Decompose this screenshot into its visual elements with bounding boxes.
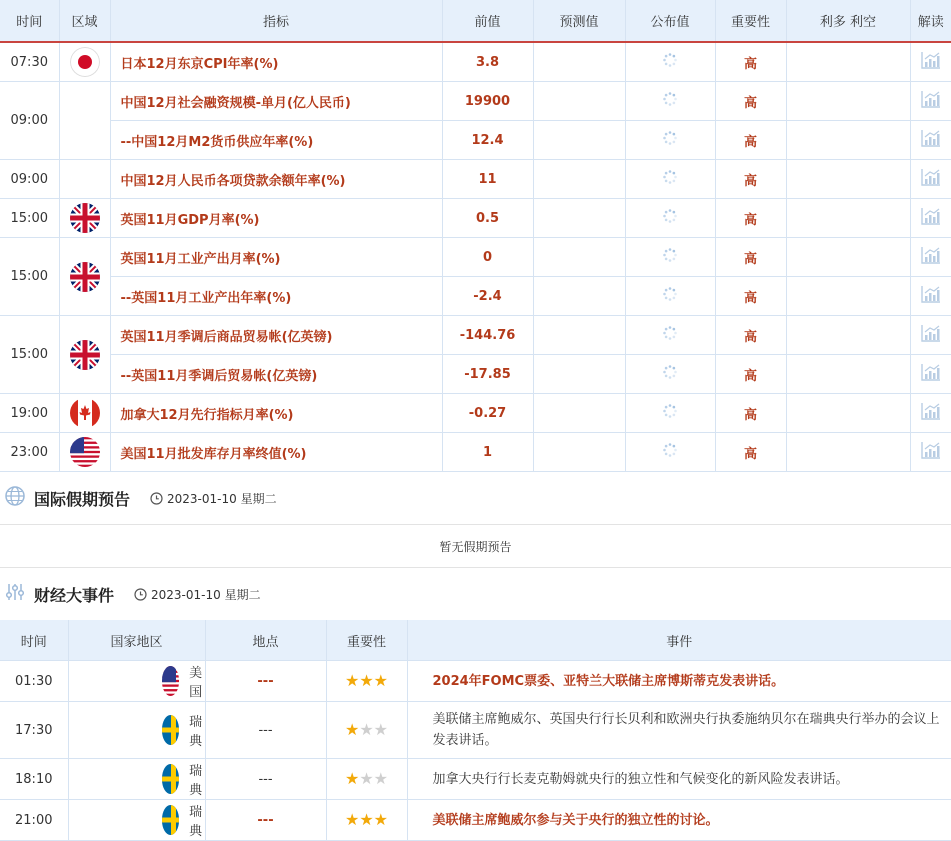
importance-value: 高 xyxy=(715,238,786,277)
previous-value: -2.4 xyxy=(442,277,533,316)
region-cell xyxy=(59,394,110,433)
table-row xyxy=(0,702,951,759)
events-table xyxy=(0,620,951,841)
indicator-link[interactable]: 日本12月东京CPI年率(%) xyxy=(110,42,442,82)
clock-icon xyxy=(134,588,147,601)
star-icon: ★ xyxy=(359,670,374,690)
analysis-cell xyxy=(910,82,951,121)
events-title: 财经大事件 xyxy=(34,585,115,605)
star-icon: ★ xyxy=(373,719,389,739)
star-icon: ★ xyxy=(373,670,389,690)
time-cell: 09:00 xyxy=(0,82,59,160)
col-region: 区域 xyxy=(59,0,110,42)
importance-value: 高 xyxy=(715,277,786,316)
country-name: 瑞典 xyxy=(189,764,203,798)
previous-value: 0.5 xyxy=(442,199,533,238)
chart-icon[interactable] xyxy=(921,207,941,229)
region-cell xyxy=(59,316,110,394)
importance-value: 高 xyxy=(715,42,786,82)
indicator-link[interactable]: --英国11月季调后贸易帐(亿英镑) xyxy=(110,355,442,394)
actual-value xyxy=(625,238,715,277)
importance-value: 高 xyxy=(715,433,786,472)
star-icon: ★ xyxy=(344,768,360,788)
country-name: 瑞典 xyxy=(189,805,203,839)
country-cell xyxy=(68,702,205,759)
analysis-cell xyxy=(910,121,951,160)
analysis-cell xyxy=(910,316,951,355)
indicator-link[interactable]: 中国12月人民币各项贷款余额年率(%) xyxy=(110,160,442,199)
analysis-cell xyxy=(910,199,951,238)
previous-value: 12.4 xyxy=(442,121,533,160)
previous-value: -17.85 xyxy=(442,355,533,394)
chart-icon[interactable] xyxy=(921,51,941,73)
analysis-cell xyxy=(910,277,951,316)
actual-value xyxy=(625,42,715,82)
impact-value xyxy=(786,121,910,160)
actual-value xyxy=(625,199,715,238)
event-place: --- xyxy=(205,702,326,759)
importance-value: 高 xyxy=(715,316,786,355)
table-row xyxy=(0,238,951,277)
globe-icon xyxy=(4,485,26,511)
usa-flag-icon xyxy=(70,437,100,467)
table-row xyxy=(0,433,951,472)
table-row xyxy=(0,800,951,841)
actual-value xyxy=(625,277,715,316)
event-description: 美联储主席鲍威尔参与关于央行的独立性的讨论。 xyxy=(407,800,951,841)
col-indicator: 指标 xyxy=(110,0,442,42)
star-icon: ★ xyxy=(344,670,360,690)
importance-stars xyxy=(326,661,407,702)
importance-value: 高 xyxy=(715,199,786,238)
table-row xyxy=(0,316,951,355)
holiday-section-header xyxy=(0,472,951,524)
uk-flag-icon xyxy=(70,203,100,233)
col-analysis: 解读 xyxy=(910,0,951,42)
forecast-value xyxy=(533,277,625,316)
previous-value: 19900 xyxy=(442,82,533,121)
col-impact: 利多 利空 xyxy=(786,0,910,42)
indicator-link[interactable]: 加拿大12月先行指标月率(%) xyxy=(110,394,442,433)
country-cell xyxy=(68,759,205,800)
time-cell: 19:00 xyxy=(0,394,59,433)
forecast-value xyxy=(533,433,625,472)
importance-value: 高 xyxy=(715,121,786,160)
canada-flag-icon xyxy=(70,398,100,428)
star-icon: ★ xyxy=(359,719,374,739)
region-cell xyxy=(59,42,110,82)
previous-value: 0 xyxy=(442,238,533,277)
holiday-title: 国际假期预告 xyxy=(34,489,131,509)
region-cell xyxy=(59,160,110,199)
time-cell: 23:00 xyxy=(0,433,59,472)
analysis-cell xyxy=(910,238,951,277)
country-cell xyxy=(68,800,205,841)
event-place: --- xyxy=(205,661,326,702)
event-time: 21:00 xyxy=(0,800,68,841)
table-row xyxy=(0,394,951,433)
impact-value xyxy=(786,160,910,199)
chart-icon[interactable] xyxy=(921,246,941,268)
japan-flag-icon xyxy=(70,47,100,77)
holiday-empty-message: 暂无假期预告 xyxy=(0,524,951,568)
region-cell xyxy=(59,238,110,316)
importance-stars xyxy=(326,702,407,759)
impact-value xyxy=(786,355,910,394)
col-importance: 重要性 xyxy=(326,620,407,661)
impact-value xyxy=(786,82,910,121)
impact-value xyxy=(786,42,910,82)
events-header-row xyxy=(0,620,951,661)
forecast-value xyxy=(533,160,625,199)
event-place: --- xyxy=(205,800,326,841)
importance-value: 高 xyxy=(715,394,786,433)
event-description: 加拿大央行行长麦克勒姆就央行的独立性和气候变化的新风险发表讲话。 xyxy=(407,759,951,800)
impact-value xyxy=(786,238,910,277)
actual-value xyxy=(625,316,715,355)
events-date-text: 2023-01-10 星期二 xyxy=(151,587,261,602)
loading-spinner-icon xyxy=(662,208,678,228)
table-row xyxy=(0,199,951,238)
importance-stars xyxy=(326,759,407,800)
loading-spinner-icon xyxy=(662,91,678,111)
table-row xyxy=(0,661,951,702)
table-row xyxy=(0,277,951,316)
star-icon: ★ xyxy=(359,768,374,788)
forecast-value xyxy=(533,82,625,121)
previous-value: -0.27 xyxy=(442,394,533,433)
table-row xyxy=(0,121,951,160)
event-place: --- xyxy=(205,759,326,800)
previous-value: -144.76 xyxy=(442,316,533,355)
loading-spinner-icon xyxy=(662,442,678,462)
clock-icon xyxy=(150,492,163,505)
usa-flag-icon xyxy=(162,666,180,696)
region-cell xyxy=(59,433,110,472)
indicator-link[interactable]: --中国12月M2货币供应年率(%) xyxy=(110,121,442,160)
star-icon: ★ xyxy=(359,809,374,829)
table-row xyxy=(0,42,951,82)
chart-icon[interactable] xyxy=(921,129,941,151)
table-row xyxy=(0,160,951,199)
col-country: 国家地区 xyxy=(68,620,205,661)
region-cell xyxy=(59,82,110,160)
event-time: 01:30 xyxy=(0,661,68,702)
previous-value: 3.8 xyxy=(442,42,533,82)
impact-value xyxy=(786,394,910,433)
impact-value xyxy=(786,277,910,316)
importance-value: 高 xyxy=(715,160,786,199)
previous-value: 1 xyxy=(442,433,533,472)
col-importance: 重要性 xyxy=(715,0,786,42)
actual-value xyxy=(625,121,715,160)
actual-value xyxy=(625,394,715,433)
impact-value xyxy=(786,316,910,355)
country-cell xyxy=(68,661,205,702)
sweden-flag-icon xyxy=(162,764,180,794)
loading-spinner-icon xyxy=(662,247,678,267)
holiday-date-text: 2023-01-10 星期二 xyxy=(167,491,277,506)
star-icon: ★ xyxy=(373,809,389,829)
chart-icon[interactable] xyxy=(921,285,941,307)
col-event: 事件 xyxy=(407,620,951,661)
analysis-cell xyxy=(910,355,951,394)
indicator-link[interactable]: --英国11月工业产出年率(%) xyxy=(110,277,442,316)
col-time: 时间 xyxy=(0,0,59,42)
time-cell: 15:00 xyxy=(0,316,59,394)
loading-spinner-icon xyxy=(662,52,678,72)
col-actual: 公布值 xyxy=(625,0,715,42)
loading-spinner-icon xyxy=(662,364,678,384)
analysis-cell xyxy=(910,394,951,433)
table-row xyxy=(0,355,951,394)
indicator-link[interactable]: 中国12月社会融资规模-单月(亿人民币) xyxy=(110,82,442,121)
loading-spinner-icon xyxy=(662,169,678,189)
indicator-link[interactable]: 英国11月季调后商品贸易帐(亿英镑) xyxy=(110,316,442,355)
sweden-flag-icon xyxy=(162,715,180,745)
importance-value: 高 xyxy=(715,82,786,121)
forecast-value xyxy=(533,355,625,394)
country-name: 美国 xyxy=(189,666,203,700)
indicator-link[interactable]: 英国11月工业产出月率(%) xyxy=(110,238,442,277)
actual-value xyxy=(625,433,715,472)
star-icon: ★ xyxy=(344,719,360,739)
forecast-value xyxy=(533,121,625,160)
chart-icon[interactable] xyxy=(921,402,941,424)
col-time: 时间 xyxy=(0,620,68,661)
analysis-cell xyxy=(910,42,951,82)
indicator-link[interactable]: 美国11月批发库存月率终值(%) xyxy=(110,433,442,472)
star-icon: ★ xyxy=(373,768,389,788)
table-row xyxy=(0,82,951,121)
calendar-header-row xyxy=(0,0,951,42)
forecast-value xyxy=(533,316,625,355)
impact-value xyxy=(786,433,910,472)
events-date xyxy=(134,586,261,603)
holiday-date xyxy=(150,490,277,507)
previous-value: 11 xyxy=(442,160,533,199)
impact-value xyxy=(786,199,910,238)
chart-icon[interactable] xyxy=(921,363,941,385)
event-description: 2024年FOMC票委、亚特兰大联储主席博斯蒂克发表讲话。 xyxy=(407,661,951,702)
chart-icon[interactable] xyxy=(921,441,941,463)
chart-icon[interactable] xyxy=(921,324,941,346)
time-cell: 09:00 xyxy=(0,160,59,199)
event-description: 美联储主席鲍威尔、英国央行行长贝利和欧洲央行执委施纳贝尔在瑞典央行举办的会议上发表讲话。 xyxy=(407,702,951,759)
col-place: 地点 xyxy=(205,620,326,661)
forecast-value xyxy=(533,199,625,238)
chart-icon[interactable] xyxy=(921,90,941,112)
analysis-cell xyxy=(910,433,951,472)
forecast-value xyxy=(533,42,625,82)
time-cell: 07:30 xyxy=(0,42,59,82)
loading-spinner-icon xyxy=(662,286,678,306)
loading-spinner-icon xyxy=(662,403,678,423)
time-cell: 15:00 xyxy=(0,199,59,238)
forecast-value xyxy=(533,238,625,277)
indicator-link[interactable]: 英国11月GDP月率(%) xyxy=(110,199,442,238)
importance-stars xyxy=(326,800,407,841)
sliders-icon xyxy=(4,581,26,607)
event-time: 17:30 xyxy=(0,702,68,759)
importance-value: 高 xyxy=(715,355,786,394)
uk-flag-icon xyxy=(70,340,100,370)
chart-icon[interactable] xyxy=(921,168,941,190)
events-section-header xyxy=(0,568,951,620)
uk-flag-icon xyxy=(70,262,100,292)
loading-spinner-icon xyxy=(662,130,678,150)
forecast-value xyxy=(533,394,625,433)
analysis-cell xyxy=(910,160,951,199)
col-previous: 前值 xyxy=(442,0,533,42)
region-cell xyxy=(59,199,110,238)
time-cell: 15:00 xyxy=(0,238,59,316)
star-icon: ★ xyxy=(344,809,360,829)
loading-spinner-icon xyxy=(662,325,678,345)
col-forecast: 预测值 xyxy=(533,0,625,42)
actual-value xyxy=(625,160,715,199)
country-name: 瑞典 xyxy=(189,715,203,749)
table-row xyxy=(0,759,951,800)
actual-value xyxy=(625,82,715,121)
actual-value xyxy=(625,355,715,394)
sweden-flag-icon xyxy=(162,805,180,835)
event-time: 18:10 xyxy=(0,759,68,800)
